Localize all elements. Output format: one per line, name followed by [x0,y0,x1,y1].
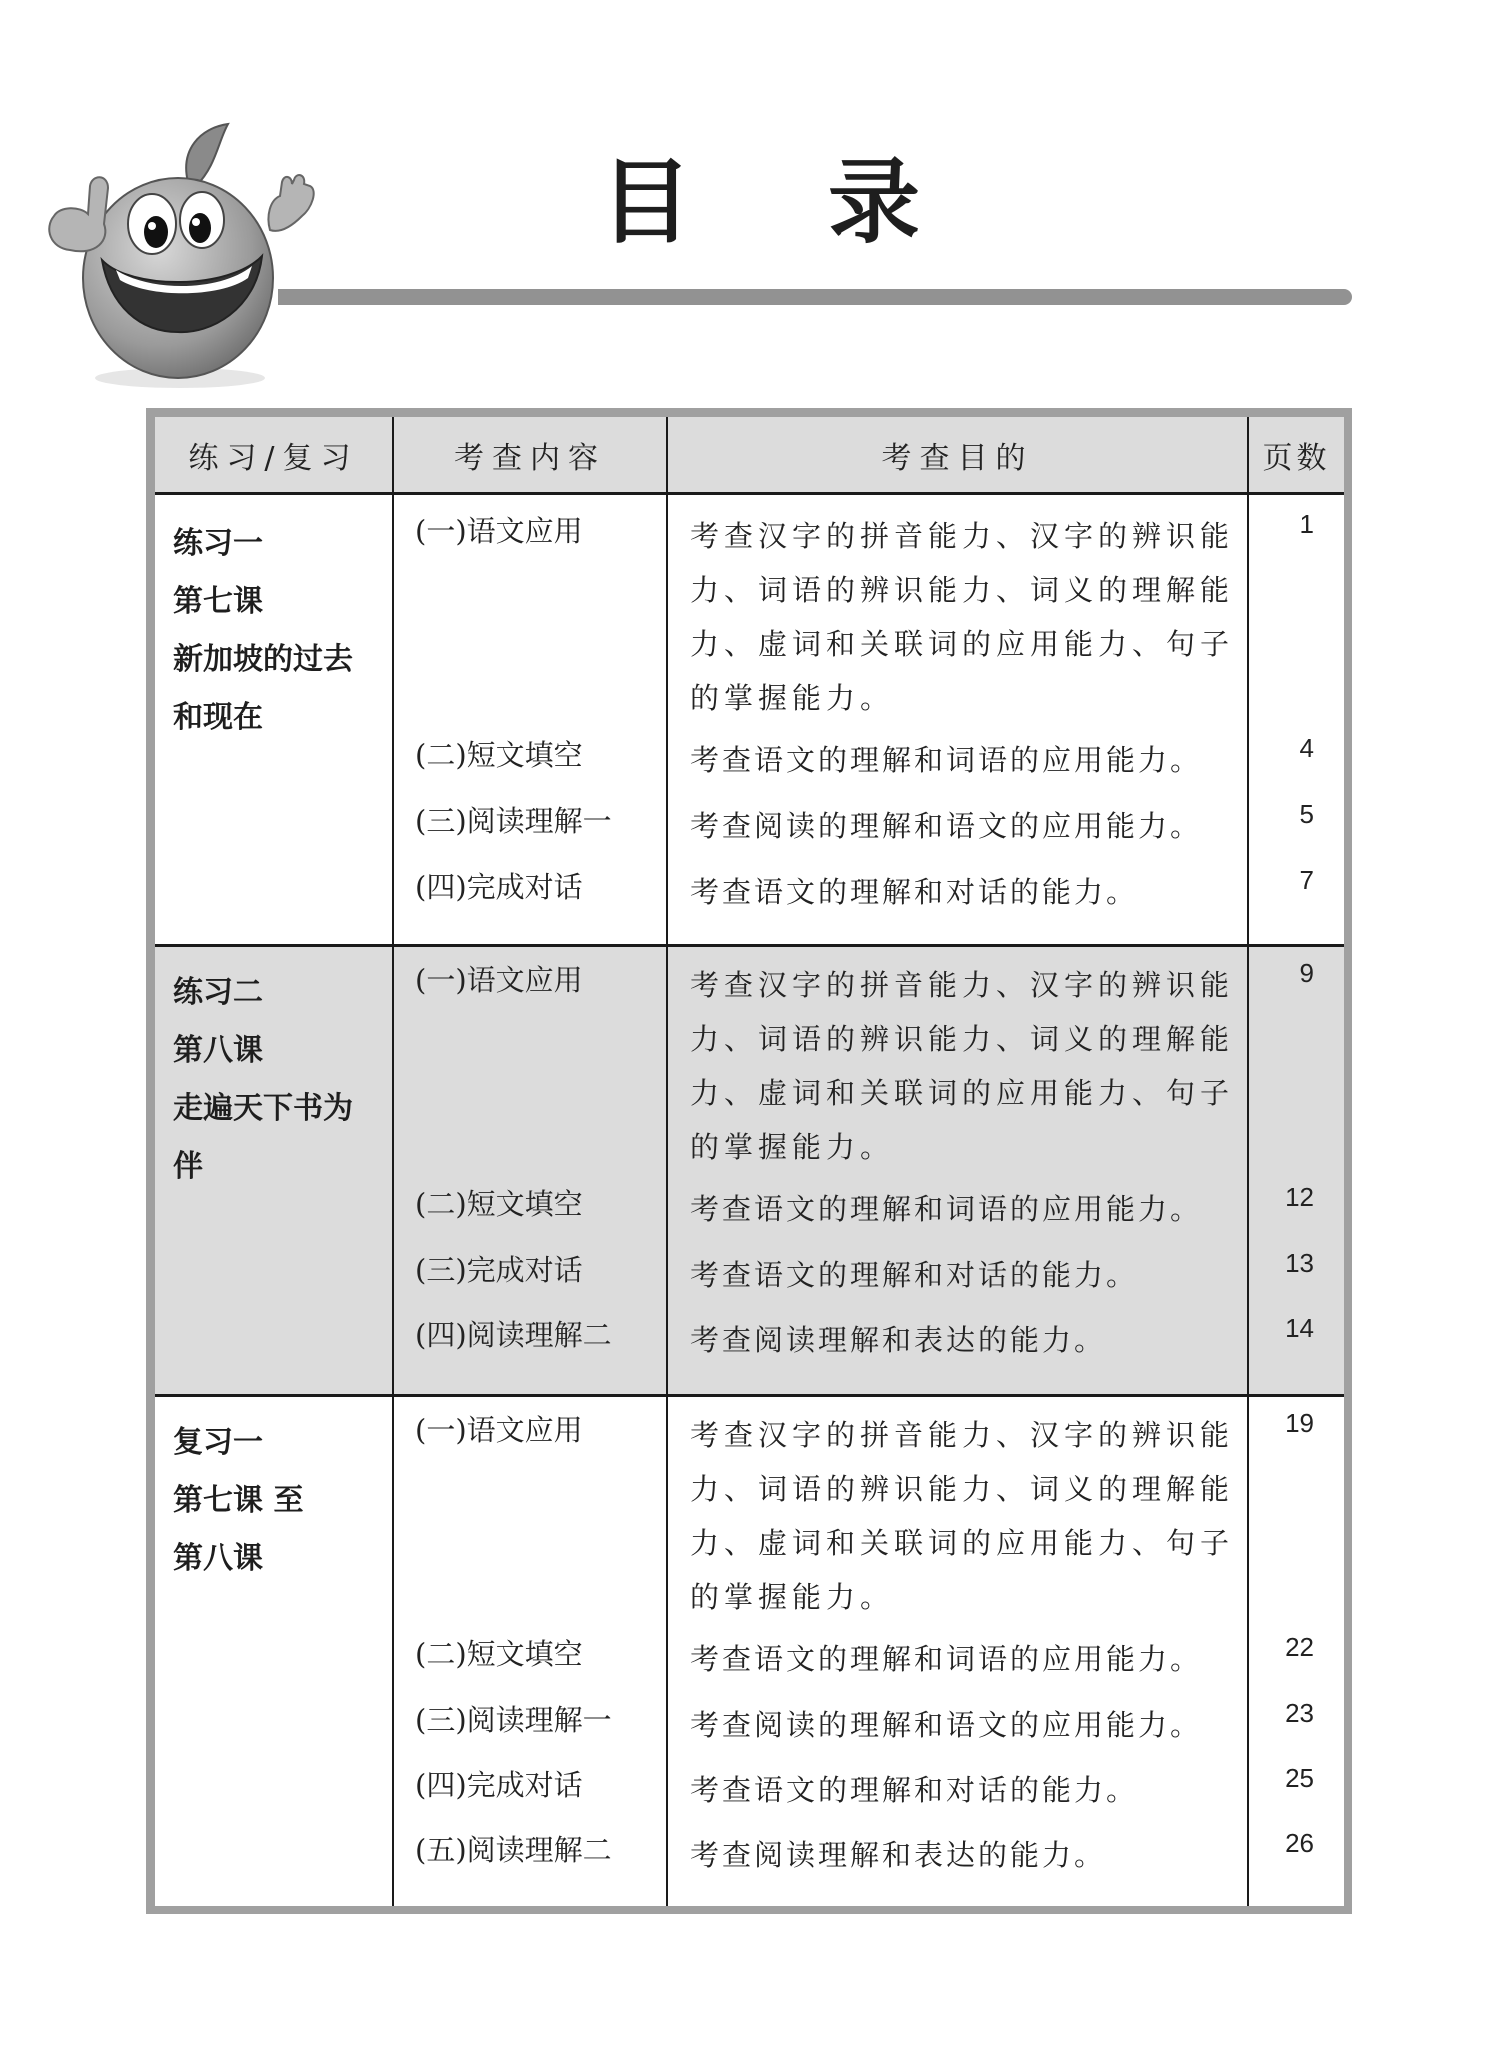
entry-page-number: 22 [1285,1632,1314,1662]
entry-section: (二)短文填空 [415,1637,583,1671]
toc-block-exercise-1 [155,495,1344,944]
entry-page-number: 12 [1285,1182,1314,1212]
entry-objective: 考查语文的理解和对话的能力。 [690,1258,1139,1292]
column-header-page: 页数 [1262,440,1331,476]
title-char-1: 目 [600,149,693,256]
entry-section: (四)完成对话 [415,870,583,904]
lesson-line: 第七课 至 [173,1483,304,1518]
lesson-line: 和现在 [173,700,263,735]
lesson-line: 第八课 [173,1541,263,1576]
column-divider [392,417,394,1906]
entry-objective: 考查汉字的拼音能力、汉字的辨识能力、词语的辨识能力、词义的理解能力、虚词和关联词的应用能力、句子的掌握能力。 [690,1418,1235,1614]
entry-section: (二)短文填空 [415,738,583,772]
entry-page-number: 1 [1299,509,1314,539]
entry-page-number: 5 [1299,799,1314,829]
entry-page-number: 25 [1285,1763,1314,1793]
entry-section: (三)阅读理解一 [415,804,612,838]
entry-section: (四)阅读理解二 [415,1318,612,1352]
toc-block-exercise-2 [155,944,1344,1394]
entry-objective: 考查语文的理解和词语的应用能力。 [690,743,1203,777]
lesson-line: 练习一 [173,526,263,561]
entry-section: (一)语文应用 [415,1413,583,1447]
lesson-line: 伴 [173,1149,203,1184]
title-char-2: 录 [827,149,920,256]
entry-section: (三)完成对话 [415,1253,583,1287]
entry-objective: 考查汉字的拼音能力、汉字的辨识能力、词语的辨识能力、词义的理解能力、虚词和关联词的应用能力、句子的掌握能力。 [690,519,1235,715]
entry-page-number: 7 [1299,865,1314,895]
entry-section: (三)阅读理解一 [415,1703,612,1737]
column-header-content: 考查内容 [454,440,606,476]
entry-section: (一)语文应用 [415,514,583,548]
entry-section: (二)短文填空 [415,1187,583,1221]
entry-objective: 考查语文的理解和对话的能力。 [690,875,1139,909]
entry-page-number: 14 [1285,1313,1314,1343]
entry-section: (四)完成对话 [415,1768,583,1802]
orange-mascot-illustration [30,120,320,390]
table-of-contents [146,408,1352,1914]
entry-page-number: 13 [1285,1248,1314,1278]
column-header-exercise: 练习/复习 [188,440,359,476]
entry-page-number: 19 [1285,1408,1314,1438]
entry-objective: 考查语文的理解和词语的应用能力。 [690,1192,1203,1226]
entry-section: (五)阅读理解二 [415,1833,612,1867]
toc-block-review-1 [155,1394,1344,1906]
entry-objective: 考查语文的理解和词语的应用能力。 [690,1642,1203,1676]
entry-page-number: 9 [1299,958,1314,988]
lesson-line: 复习一 [173,1425,263,1460]
entry-section: (一)语文应用 [415,963,583,997]
entry-objective: 考查语文的理解和对话的能力。 [690,1773,1139,1807]
entry-objective: 考查阅读理解和表达的能力。 [690,1838,1107,1872]
lesson-line: 第八课 [173,1033,263,1068]
lesson-label [173,964,383,1196]
entry-objective: 考查阅读的理解和语文的应用能力。 [690,1708,1203,1742]
column-divider [1247,417,1249,1906]
column-divider [666,417,668,1906]
page-title [600,140,920,256]
title-divider-bar [278,289,1352,305]
entry-page-number: 26 [1285,1828,1314,1858]
column-header-objective: 考查目的 [881,440,1034,476]
entry-objective: 考查汉字的拼音能力、汉字的辨识能力、词语的辨识能力、词义的理解能力、虚词和关联词的应用能力、句子的掌握能力。 [690,968,1235,1164]
lesson-line: 第七课 [173,584,263,619]
lesson-label [173,1414,383,1588]
toc-table [155,417,1344,1906]
lesson-label [173,515,383,747]
lesson-line: 新加坡的过去 [173,642,353,677]
entry-page-number: 4 [1299,733,1314,763]
entry-objective: 考查阅读的理解和语文的应用能力。 [690,809,1203,843]
lesson-line: 练习二 [173,975,263,1010]
entry-page-number: 23 [1285,1698,1314,1728]
lesson-line: 走遍天下书为 [173,1091,353,1126]
entry-objective: 考查阅读理解和表达的能力。 [690,1323,1107,1357]
table-header-row [155,417,1344,495]
